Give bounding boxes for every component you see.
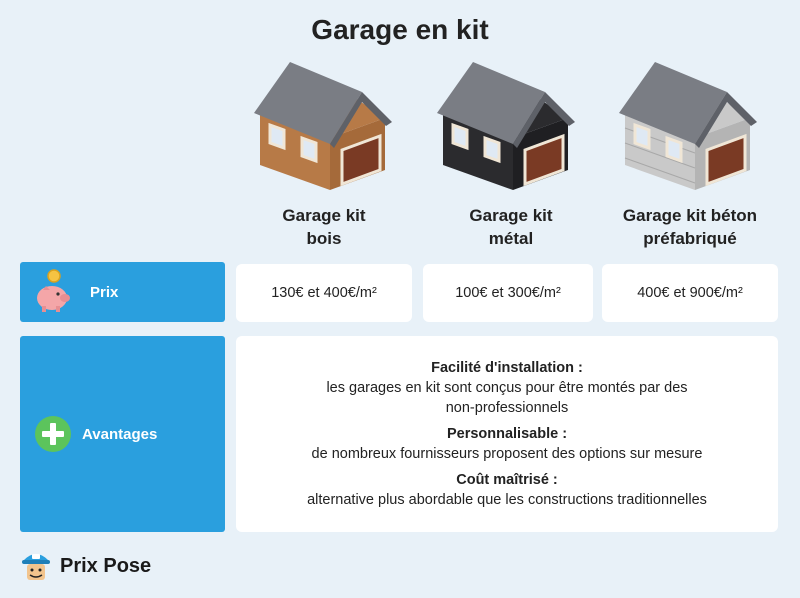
advantage-text: les garages en kit sont conçus pour être montés par des — [326, 380, 688, 396]
column-title-line: métal — [488, 229, 534, 248]
column-title-line: Garage kit béton — [622, 206, 758, 225]
plus-icon — [34, 415, 72, 453]
advantage-heading: Facilité d'installation : — [431, 360, 583, 376]
price-cell-metal: 100€ et 300€/m² — [423, 264, 593, 322]
column-title-line: bois — [306, 229, 342, 248]
price-cell-concrete: 400€ et 900€/m² — [602, 264, 778, 322]
row-label-text: Prix — [90, 283, 119, 301]
price-cell-wood: 130€ et 400€/m² — [236, 264, 412, 322]
column-title-line: préfabriqué — [643, 229, 737, 248]
advantage-text: non-professionnels — [445, 400, 569, 416]
row-label-price — [20, 262, 225, 322]
column-title-line: Garage kit — [469, 206, 553, 225]
column-title-wood — [236, 204, 412, 250]
row-label-advantages — [20, 336, 225, 532]
advantage-item — [236, 358, 778, 418]
brand-logo — [18, 546, 151, 586]
column-title-concrete — [602, 204, 778, 250]
advantage-text: alternative plus abordable que les constructions traditionnelles — [307, 492, 707, 508]
mascot-logo-icon — [18, 546, 54, 586]
advantage-text: de nombreux fournisseurs proposent des options sur mesure — [311, 446, 703, 462]
column-title-line: Garage kit — [282, 206, 366, 225]
advantage-item — [236, 424, 778, 464]
row-label-text: Avantages — [82, 425, 158, 443]
column-title-metal — [423, 204, 599, 250]
advantage-heading: Coût maîtrisé : — [456, 472, 558, 488]
concrete-garage-illustration — [615, 58, 765, 198]
page-title: Garage en kit — [311, 14, 489, 45]
metal-garage-illustration — [433, 58, 583, 198]
brand-name: Prix Pose — [60, 554, 152, 577]
wood-garage-illustration — [250, 58, 400, 198]
piggy-bank-icon — [32, 268, 76, 316]
advantage-item — [236, 470, 778, 510]
advantage-heading: Personnalisable : — [446, 426, 568, 442]
advantages-panel — [236, 336, 778, 532]
